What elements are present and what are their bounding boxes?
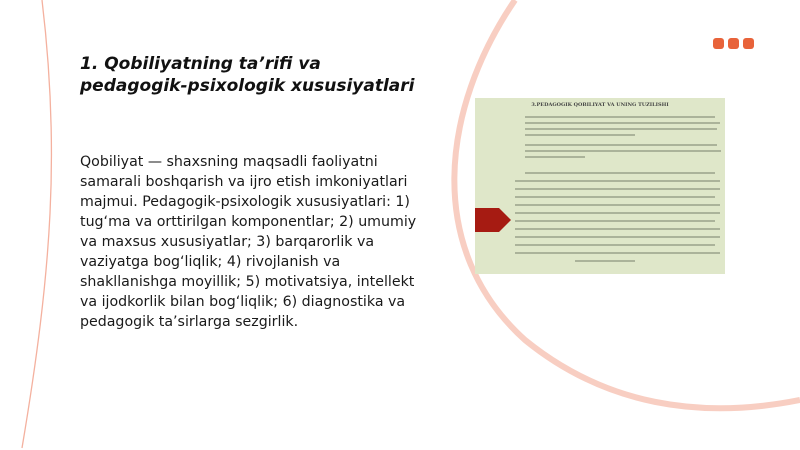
text-line — [525, 150, 721, 152]
slide-body-text: Qobiliyat — shaxsning maqsadli faoliyatni samarali boshqarish va ijro etish imkoniyatlari majmui. Pedagogik-psixologik xususiyatlari: 1) tug‘ma va orttirilgan komponentlar; 2) umumiy va maxsus xususiyatlar; 3) barqarorlik va vaziyatga bog‘liqlik; 4) rivojlanish va shakllanishga moyillik; 5) motivatsiya, intellekt va ijodkorlik bilan bog‘liqlik; 6) diagnostika va pedagogik ta’sirlarga sezgirlik. — [80, 154, 417, 330]
text-line — [515, 180, 720, 182]
arrow-marker-icon — [475, 208, 515, 232]
dot-icon — [713, 38, 724, 49]
slide-title: 1. Qobiliyatning ta’rifi va pedagogik-psixologik xususiyatlari — [80, 54, 415, 96]
text-line — [515, 228, 720, 230]
dot-icon — [728, 38, 739, 49]
text-line — [515, 196, 715, 198]
text-line — [575, 260, 635, 262]
dot-icon — [743, 38, 754, 49]
document-image — [475, 98, 725, 274]
text-line — [515, 220, 715, 222]
left-arc — [22, 0, 52, 448]
text-line — [515, 236, 720, 238]
text-line — [525, 116, 715, 118]
text-line — [515, 252, 720, 254]
text-line — [515, 244, 715, 246]
text-line — [525, 134, 635, 136]
text-line — [525, 156, 585, 158]
document-heading: 3.PEDAGOGIK QOBILIYAT VA UNING TUZILISHI — [531, 102, 669, 108]
text-line — [515, 212, 720, 214]
dots-menu-icon — [713, 38, 754, 49]
text-line — [525, 144, 717, 146]
text-line — [525, 122, 720, 124]
text-line — [525, 128, 717, 130]
text-line — [515, 188, 720, 190]
text-line — [515, 204, 720, 206]
text-line — [525, 172, 715, 174]
